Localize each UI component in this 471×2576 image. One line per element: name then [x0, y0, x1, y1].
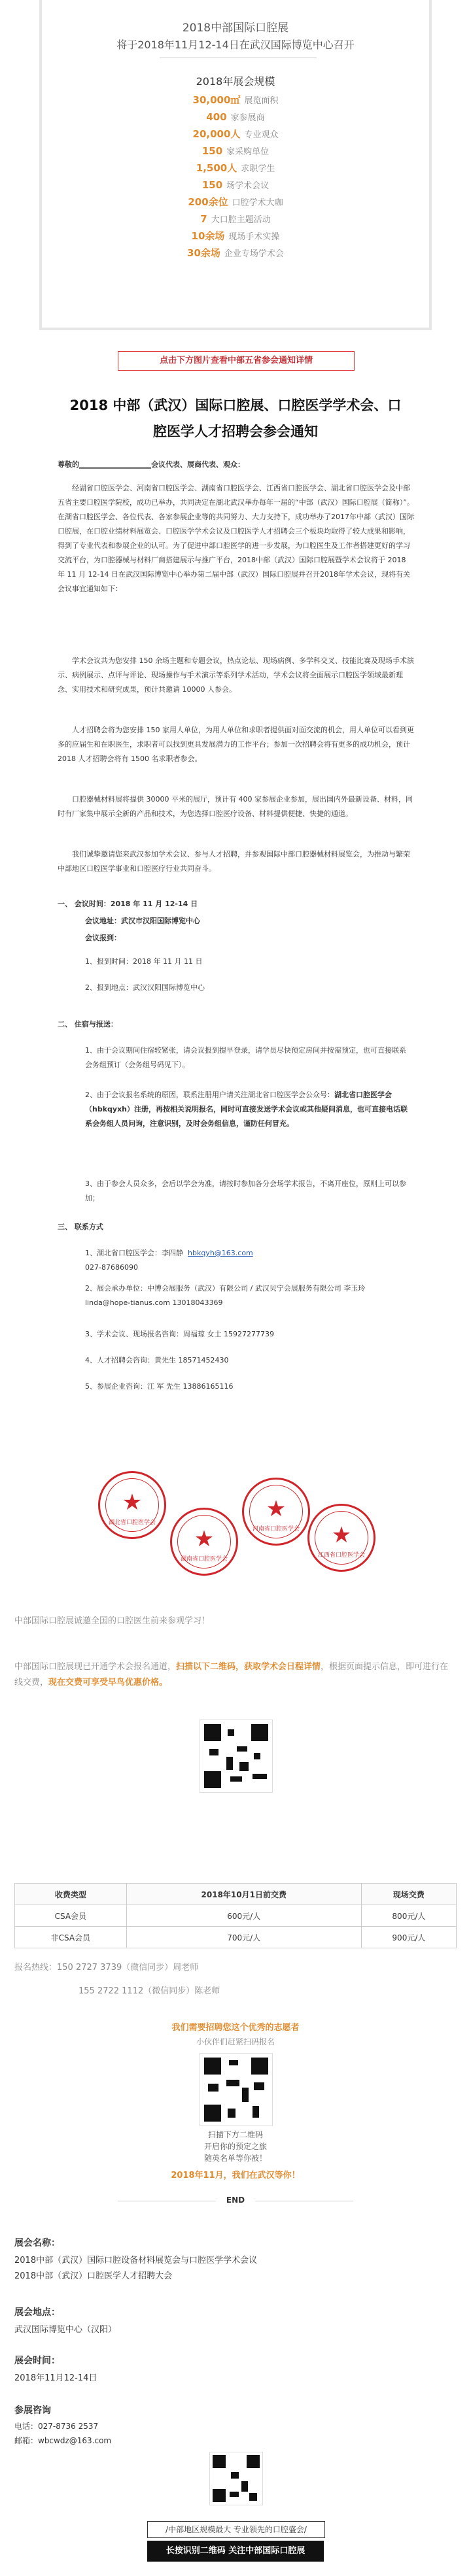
fee-cell: 非CSA会员: [15, 1927, 127, 1948]
volunteer-qr-code[interactable]: [200, 2053, 273, 2126]
fee-table: [14, 1883, 457, 1948]
hero-card: [39, 0, 432, 330]
registration-place: 2、报到地点：武汉汉阳国际博览中心: [85, 983, 205, 992]
paragraph-academic: 学术会议共为您安排 150 余场主题和专题会议，热点论坛、现场病例、多学科交叉、技能比赛及现场手术演示、病例展示、点评与评论、现场操作与手术演示等系列学术活动，学术会议将全面展示口腔医学领域最新理念、实用技术和研究成果，预计共邀请 10000 人参会。: [58, 656, 414, 694]
fee-header: 现场交费: [361, 1884, 456, 1905]
follow-qr-code[interactable]: [209, 2452, 263, 2505]
lodging-item-2: 2、由于会议报名系统的原因，联系注册用户请关注湖北省口腔医学会公众号：湖北省口腔医学会（hbkqyxh）注册，再按相关说明报名，同时可直接发送学术会议或其他疑问消息，也可直接电话联系会务组人员问询，注意识别，及时会务组信息，谨防任何冒充。: [85, 1091, 408, 1128]
stat-item: 20,000人 专业观众: [192, 128, 279, 140]
lodging-item-3: 3、由于参会人员众多，会后以学会为准，请按时参加各分会场学术报告，不离开座位，原则上可以参加；: [85, 1179, 406, 1202]
stat-item: 400 家参展商: [206, 111, 265, 123]
scan-line-2: 开启你的预定之旅: [203, 2142, 267, 2151]
follow-bar: 长按识别二维码 关注中部国际口腔展: [147, 2541, 324, 2562]
hero-title: 2018中部国际口腔展: [182, 22, 289, 35]
fee-cell: 600元/人: [126, 1905, 361, 1927]
seal-stamp: ★ 湖南省口腔医学会: [170, 1508, 238, 1576]
stat-item: 10余场 现场手术实操: [191, 230, 280, 242]
contact-2: 2、展会承办单位：中博会展服务（武汉）有限公司 / 武汉贝宁会展服务有限公司 李玉玲 linda@hope-tianus.com 13018043369: [85, 1284, 366, 1307]
fee-header-row: [15, 1884, 457, 1905]
expo-place: 武汉国际博览中心（汉阳）: [14, 2325, 117, 2335]
contact-email: 邮箱：wbcwdz@163.com: [14, 2436, 112, 2445]
hero-subtitle: 将于2018年11月12-14日在武汉国际博览中心召开: [116, 39, 355, 51]
expo-date: 2018年11月12-14日: [14, 2373, 97, 2383]
seal-stamp: ★ 河南省口腔医学会: [242, 1478, 310, 1546]
fee-cell: CSA会员: [15, 1905, 127, 1927]
fee-cell: 700元/人: [126, 1927, 361, 1948]
section-registration: 会议报到：: [85, 934, 121, 942]
stat-item: 200余位 口腔学术大咖: [188, 196, 283, 208]
expo-place-title: 展会地点：: [14, 2307, 60, 2318]
stat-item: 1,500人 求职学生: [196, 162, 275, 174]
stat-item: 150 场学术会议: [201, 179, 270, 191]
greeting: 尊敬的____________________会议代表、展商代表、观众：: [58, 460, 245, 469]
registration-time: 1、报到时间：2018 年 11 月 11 日: [85, 957, 203, 966]
volunteer-subtitle: 小伙伴们赶紧扫码报名: [196, 2037, 275, 2046]
paragraph-recruit: 人才招聘会将为您安排 150 家用人单位，为用人单位和求职者提供面对面交流的机会，用人单位可以看到更多的应届生和在职医生，求职者可以找到更具发展潜力的工作平台；参加一次招聘会将有更多的成功机会，预计 2018 人才招聘会将有 1500 名求职者参会。: [58, 726, 414, 763]
hotline-2: 155 2722 1112（微信同步）陈老师: [78, 1986, 220, 1996]
contact-email-link[interactable]: hbkqyh@163.com: [188, 1249, 253, 1257]
section-place: 会议地址：武汉市汉阳国际博览中心: [85, 917, 200, 925]
official-seals: [72, 1471, 399, 1576]
contact-4: 4、人才招聘会咨询：黄先生 18571452430: [85, 1356, 229, 1364]
fee-header: 2018年10月1日前交费: [126, 1884, 361, 1905]
fee-row: [15, 1927, 457, 1948]
volunteer-title: 我们需要招聘您这个优秀的志愿者: [171, 2023, 300, 2033]
fee-cell: 800元/人: [361, 1905, 456, 1927]
seal-stamp: ★ 江西省口腔医学会: [307, 1504, 375, 1572]
contact-5: 5、参展企业咨询：江 军 先生 13886165116: [85, 1382, 234, 1391]
paragraph-intro: 经湖省口腔医学会、河南省口腔医学会、湖南省口腔医学会、江西省口腔医学会、湖北省口腔医学会及中部五省主要口腔医学院校，成功已举办，共同决定在湖北武汉举办每年一届的“中部（武汉）国际口腔展（简称）”。在湖省口腔医学会、各位代表、各家参展企业等的共同努力、大力支持下，成功举办了2017年中部（武汉）国际口腔展，在口腔业绩材料展览会、口腔医学学术会议及口腔医学人才招聘会三个板块均取得了较大成果和影响，得到了专业代表和参展企业的认可。为了促进中部口腔医学的进一步发展，为口腔医生及工作者搭建更好的学习交流平台，为口腔器械与材料厂商搭建展示与推广平台，2018中部（武汉）国际口腔展暨学术会议将于 2018 年 11 月 12-14 日在武汉国际博览中心举办第二届中部（武汉）国际口腔展并召开2018年学术会议，现将有关会议事宜通知如下：: [58, 484, 414, 593]
expo-name-line-1: 2018中部（武汉）国际口腔设备材料展览会与口腔医学学术会议: [14, 2256, 258, 2265]
expo-date-title: 展会时间：: [14, 2356, 60, 2366]
section-time: 一、 会议时间：2018 年 11 月 12-14 日: [58, 900, 198, 908]
section-lodging: 二、 住宿与报送：: [58, 1020, 118, 1028]
scale-title: 2018年展会规模: [196, 75, 275, 88]
seal-stamp: ★ 湖北省口腔医学会: [98, 1471, 166, 1539]
fee-row: [15, 1905, 457, 1927]
invite-note: 中部国际口腔展诚邀全国的口腔医生前来参观学习！: [14, 1616, 211, 1626]
register-qr-code[interactable]: [200, 1720, 273, 1793]
paragraph-expo: 口腔器械材料展将提供 30000 平米的展厅，预计有 400 家参展企业参加，展出国内外最新设备、材料，同时有厂家集中展示全新的产品和技术，为您选择口腔医疗设备、材料提供便捷、快捷的通道。: [58, 795, 413, 818]
contact-title: 参展咨询: [14, 2405, 51, 2416]
stat-item: 30余场 企业专场学术会: [187, 247, 284, 259]
register-note: 中部国际口腔展现已开通学术会报名通道，扫描以下二维码，获取学术会日程详情，根据页面提示信息，即可进行在线交费，现在交费可享受早鸟优惠价格。: [14, 1662, 449, 1687]
expo-name-title: 展会名称：: [14, 2238, 60, 2248]
scan-line-1: 扫描下方二维码: [207, 2130, 263, 2139]
section-contact: 三、 联系方式: [58, 1223, 103, 1231]
stat-item: 150 家采购单位: [201, 145, 270, 157]
paragraph-invite: 我们诚挚邀请您来武汉参加学术会议、参与人才招聘，并参观国际中部口腔器械材料展览会，为推动与繁荣中部地区口腔医学事业和口腔医疗行业共同奋斗。: [58, 850, 410, 873]
scan-line-3: 随英名单等你被！: [203, 2154, 267, 2163]
notice-link-banner[interactable]: 点击下方图片查看中部五省参会通知详情: [118, 351, 355, 371]
end-label: END: [216, 2195, 255, 2205]
slogan: /中部地区规模最大 专业领先的口腔盛会/: [147, 2521, 325, 2538]
contact-phone: 电话：027-8736 2537: [14, 2422, 99, 2431]
contact-3: 3、学术会议、现场报名咨询：周福琼 女士 15927277739: [85, 1330, 274, 1338]
lodging-item-1: 1、由于会议期间住宿较紧张，请会议报到提早登录，请学员尽快预定房间并按需预定，也可直接联系会务组预订（会务组号码见下）。: [85, 1046, 406, 1069]
stats-list: [42, 92, 429, 262]
contact-1: 1、湖北省口腔医学会：李四静 hbkqyh@163.com 027-87686090: [85, 1249, 253, 1272]
notice-title: 2018 中部（武汉）国际口腔展、口腔医学学术会、口腔医学人才招聘会参会通知: [69, 398, 402, 439]
hotline-1: 报名热线：150 2727 3739（微信同步）周老师: [14, 1963, 199, 1973]
fee-header: 收费类型: [15, 1884, 127, 1905]
expo-name-line-2: 2018中部（武汉）口腔医学人才招聘大会: [14, 2271, 173, 2281]
fee-cell: 900元/人: [361, 1927, 456, 1948]
stat-item: 7 大口腔主题活动: [200, 213, 271, 225]
stat-item: 30,000㎡ 展览面积: [192, 94, 279, 106]
see-you-line: 2018年11月，我们在武汉等你！: [171, 2171, 300, 2180]
